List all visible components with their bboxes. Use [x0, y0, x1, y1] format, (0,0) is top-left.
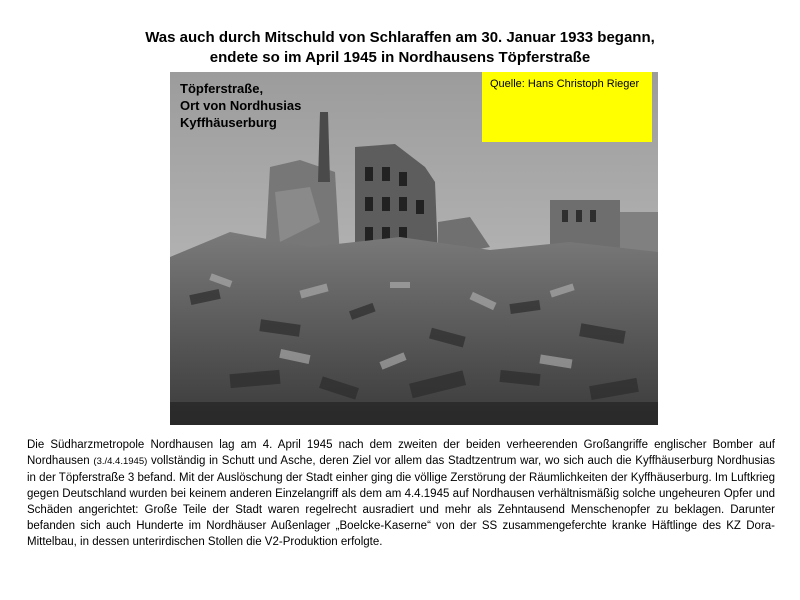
caption-line-2: Ort von Nordhusias: [180, 98, 302, 113]
source-label: Quelle: Hans Christoph Rieger: [482, 72, 652, 142]
attack-dates: (3./4.4.1945): [93, 456, 148, 467]
title-line-1: Was auch durch Mitschuld von Schlaraffen am 30. Januar 1933 begann,: [145, 29, 655, 46]
ruins-photo: [170, 72, 658, 425]
title-line-2: endete so im April 1945 in Nordhausens Töpferstraße: [209, 49, 591, 66]
photo-caption: [180, 80, 301, 131]
page-title: [0, 28, 800, 68]
description-part-2: vollständig in Schutt und Asche, deren Ziel vor allem das Stadtzentrum war, wo sich auch die Kyffhäuserburg Nordhusias in der Töpferstraße 3 befand. Mit der Auslöschung der Stadt einher ging die völlige Zerstörung der Räumlichkeiten der Kyffhäuserburg. Im Luftkrieg gegen Deutschland wurden bei keinem anderen Einzelangriff als dem am 4.4.1945 auf Nordhausen verhältnismäßig solche ungeheuren Opfer und Schäden angerichtet: Große Teile der Stadt waren regelrecht ausradiert und mehr als Zehntausend Menschenopfer zu beklagen. Darunter befanden sich auch Hunderte im Nordhäuser Außenlager „Boelcke-Kaserne“ von der SS zusammengeferchte kranke Häftlinge des KZ Dora-Mittelbau, in dessen unterirdischen Stollen die V2-Produktion erfolgte.: [27, 455, 775, 548]
description-paragraph: [27, 437, 775, 550]
caption-line-3: Kyffhäuserburg: [180, 115, 277, 130]
caption-line-1: Töpferstraße,: [180, 81, 264, 96]
description-part-1: Die Südharzmetropole Nordhausen lag am 4. April 1945 nach dem zweiten der beiden verheerenden Großangriffe englischer Bomber auf Nordhausen: [27, 439, 775, 467]
